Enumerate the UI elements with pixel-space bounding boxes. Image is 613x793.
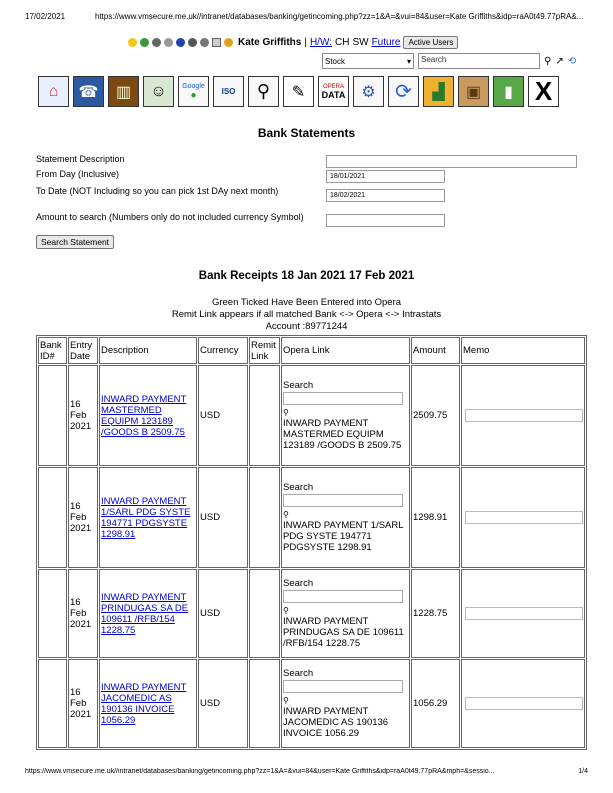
bank-id-cell: [38, 569, 67, 658]
opera-search-input[interactable]: [283, 494, 403, 507]
grid-icon[interactable]: [200, 38, 209, 47]
from-date-input[interactable]: 18/01/2021: [326, 170, 445, 183]
currency-cell: USD: [198, 659, 248, 748]
memo-input[interactable]: [465, 697, 583, 710]
stock-select[interactable]: [322, 53, 414, 69]
user-name: Kate Griffiths: [238, 37, 302, 48]
page-icon[interactable]: [212, 38, 221, 47]
amount-cell: 2509.75: [411, 365, 460, 466]
map-pin-icon: ●: [190, 89, 197, 101]
remit-link-cell: [249, 569, 280, 658]
data-text: DATA: [321, 89, 346, 100]
search-icon[interactable]: ⚲: [283, 606, 289, 615]
currency-cell: USD: [198, 569, 248, 658]
col-bank-id: Bank ID#: [38, 337, 67, 364]
amount-cell: 1056.29: [411, 659, 460, 748]
table-row: [38, 365, 585, 466]
opera-search-label: Search: [283, 380, 314, 391]
print-url: https://www.vmsecure.me.uk//intranet/databases/banking/getincoming.php?zz=1&A=&vui=84&user=Kate Griffiths&idp=raA0t49.77pRA&...: [95, 12, 584, 21]
close-icon[interactable]: X: [528, 76, 559, 107]
info-block: [0, 297, 613, 333]
table-row: [38, 467, 585, 568]
to-row: [36, 186, 581, 212]
col-currency: Currency: [198, 337, 248, 364]
print-date: 17/02/2021: [25, 12, 66, 21]
opera-search-label: Search: [283, 482, 314, 493]
amount-label: Amount to search (Numbers only do not included currency Symbol): [36, 212, 304, 222]
bank-id-cell: [38, 467, 67, 568]
toolbar: [38, 76, 559, 107]
page-number: 1/4: [578, 768, 588, 775]
remit-link-cell: [249, 467, 280, 568]
amount-input[interactable]: [326, 214, 445, 227]
table-row: [38, 569, 585, 658]
memo-input[interactable]: [465, 511, 583, 524]
top-controls: [322, 53, 576, 69]
description-link[interactable]: INWARD PAYMENT MASTERMED EQUIPM 123189 /GOODS B 2509.75: [101, 393, 187, 438]
opera-text: OPERA: [322, 83, 344, 90]
search-icon[interactable]: ⚲: [544, 55, 552, 67]
memo-input[interactable]: [465, 409, 583, 422]
print-footer: [25, 768, 588, 775]
home-icon[interactable]: ⌂: [38, 76, 69, 107]
remit-link-cell: [249, 659, 280, 748]
entry-date-cell: 16 Feb 2021: [68, 365, 98, 466]
sw-label: SW: [352, 37, 369, 48]
opera-search-label: Search: [283, 668, 314, 679]
opera-text: INWARD PAYMENT 1/SARL PDG SYSTE 194771 PDGSYSTE 1298.91: [283, 520, 404, 553]
pen-icon[interactable]: [152, 38, 161, 47]
remit-link-cell: [249, 365, 280, 466]
amount-row: [36, 212, 581, 237]
account-line: Account :89771244: [265, 321, 348, 332]
box-icon[interactable]: ▣: [458, 76, 489, 107]
globe-icon[interactable]: [140, 38, 149, 47]
smiley-icon[interactable]: [224, 38, 233, 47]
opera-text: INWARD PAYMENT JACOMEDIC AS 190136 INVOICE 1056.29: [283, 706, 389, 739]
user-bar: [128, 36, 458, 49]
search-input[interactable]: Search: [418, 53, 540, 69]
external-link-icon[interactable]: ↗: [555, 55, 564, 67]
opera-search-input[interactable]: [283, 392, 403, 405]
star-icon[interactable]: [128, 38, 137, 47]
search-icon[interactable]: ⚲: [283, 408, 289, 417]
memo-input[interactable]: [465, 607, 583, 620]
bank-id-cell: [38, 365, 67, 466]
currency-cell: USD: [198, 365, 248, 466]
opera-text: INWARD PAYMENT MASTERMED EQUIPM 123189 /GOODS B 2509.75: [283, 418, 402, 451]
col-entry-date: Entry Date: [68, 337, 98, 364]
magnifier-icon[interactable]: ⚲: [248, 76, 279, 107]
sync-icon[interactable]: ⟳: [388, 76, 419, 107]
phone-icon[interactable]: ☎: [73, 76, 104, 107]
iso-text: ISO: [221, 87, 236, 96]
settings-icon[interactable]: [188, 38, 197, 47]
from-label: From Day (Inclusive): [36, 169, 120, 179]
receipts-table: [36, 335, 587, 750]
table-row: [38, 659, 585, 748]
description-link[interactable]: INWARD PAYMENT JACOMEDIC AS 190136 INVOICE 1056.29: [101, 681, 187, 726]
description-link[interactable]: INWARD PAYMENT 1/SARL PDG SYSTE 194771 PDGSYSTE 1298.91: [101, 495, 191, 540]
refresh-icon[interactable]: ⟲: [567, 55, 577, 67]
notepad-icon[interactable]: ✎: [283, 76, 314, 107]
users-icon[interactable]: ☺: [143, 76, 174, 107]
search-statement-button[interactable]: Search Statement: [36, 235, 114, 249]
iso-icon[interactable]: [213, 76, 244, 107]
stock-select-value: Stock: [325, 56, 346, 66]
shop-icon[interactable]: ▥: [108, 76, 139, 107]
hw-link[interactable]: H/W:: [309, 37, 332, 48]
opera-search-input[interactable]: [283, 680, 403, 693]
table-header-row: [38, 337, 585, 364]
info-line-1: Green Ticked Have Been Entered into Opera: [211, 297, 402, 308]
statement-form: [36, 154, 581, 247]
desc-label: Statement Description: [36, 154, 125, 164]
world-icon[interactable]: [176, 38, 185, 47]
book-icon[interactable]: ▮: [493, 76, 524, 107]
col-description: Description: [99, 337, 197, 364]
ch-label: CH: [335, 37, 350, 48]
col-remit-link: Remit Link: [249, 337, 280, 364]
opera-search-label: Search: [283, 578, 314, 589]
google-icon[interactable]: [178, 76, 209, 107]
footer-url: https://www.vmsecure.me.uk//intranet/databases/banking/getincoming.php?zz=1&A=&vui=84&user=Kate Griffiths&idp=raA0t49.77pRA&mph=&sessio...: [25, 768, 495, 775]
print-header: [25, 12, 588, 21]
desc-input[interactable]: [326, 155, 577, 168]
separator: |: [304, 37, 307, 48]
col-amount: Amount: [411, 337, 460, 364]
col-memo: Memo: [461, 337, 585, 364]
info-line-2: Remit Link appears if all matched Bank <-> Opera <-> Intrastats: [171, 309, 442, 320]
amount-cell: 1298.91: [411, 467, 460, 568]
receipts-title: Bank Receipts 18 Jan 2021 17 Feb 2021: [198, 270, 415, 282]
opera-text: INWARD PAYMENT PRINDUGAS SA DE 109611 /RFB/154 1228.75: [283, 616, 404, 649]
amount-cell: 1228.75: [411, 569, 460, 658]
google-text: Google: [182, 82, 205, 90]
active-users-button[interactable]: Active Users: [403, 36, 458, 49]
search-icon[interactable]: ⚲: [283, 510, 289, 519]
search-icon[interactable]: ⚲: [283, 696, 289, 705]
from-row: [36, 169, 581, 186]
bank-id-cell: [38, 659, 67, 748]
opera-data-icon[interactable]: [318, 76, 349, 107]
to-label: To Date (NOT Including so you can pick 1st DAy next month): [36, 186, 279, 196]
cogs-icon[interactable]: ⚙: [353, 76, 384, 107]
opera-search-input[interactable]: [283, 590, 403, 603]
chevron-down-icon: ▾: [406, 56, 411, 66]
desc-row: [36, 154, 581, 169]
chart-folder-icon[interactable]: ▟: [423, 76, 454, 107]
entry-date-cell: 16 Feb 2021: [68, 659, 98, 748]
page-title: Bank Statements: [257, 126, 356, 140]
description-link[interactable]: INWARD PAYMENT PRINDUGAS SA DE 109611 /RFB/154 1228.75: [101, 591, 189, 636]
entry-date-cell: 16 Feb 2021: [68, 569, 98, 658]
key-icon[interactable]: [164, 38, 173, 47]
future-link[interactable]: Future: [371, 37, 401, 48]
entry-date-cell: 16 Feb 2021: [68, 467, 98, 568]
to-date-input[interactable]: 18/02/2021: [326, 189, 445, 202]
col-opera-link: Opera Link: [281, 337, 410, 364]
currency-cell: USD: [198, 467, 248, 568]
